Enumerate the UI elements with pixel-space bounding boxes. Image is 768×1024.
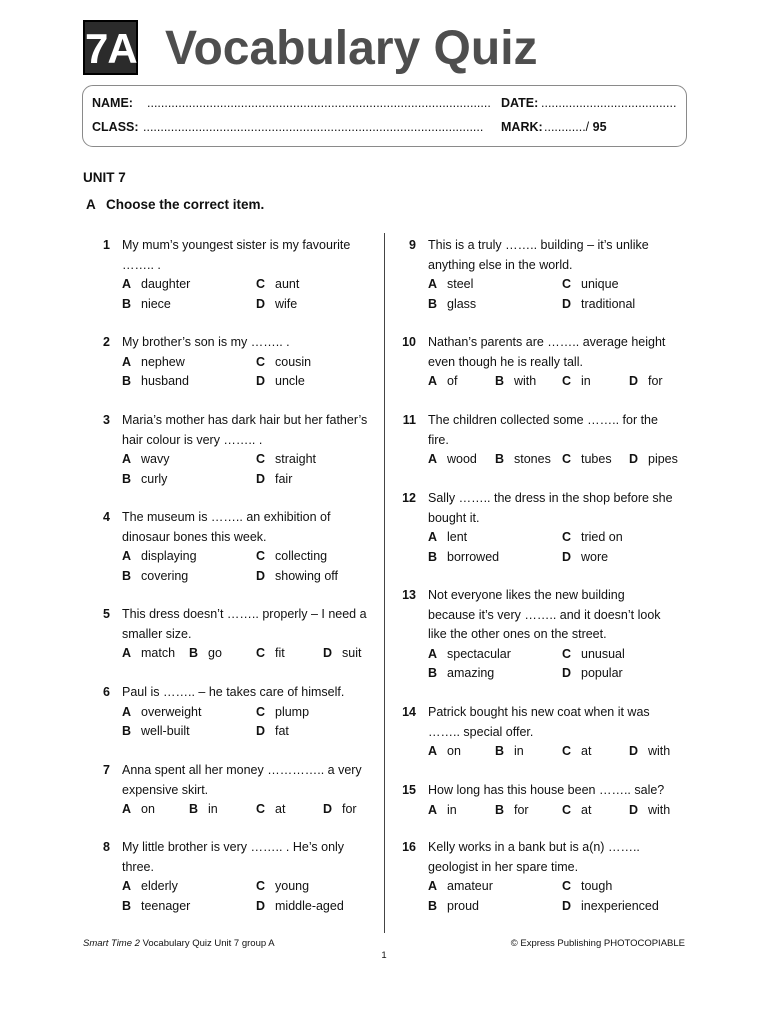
option-letter: D xyxy=(256,568,266,583)
section-letter: A xyxy=(86,197,96,212)
question-number: 12 xyxy=(402,491,416,505)
question-number: 7 xyxy=(103,763,110,777)
option-text: displaying xyxy=(141,549,197,564)
answer-option-d[interactable] xyxy=(562,295,635,315)
option-text: aunt xyxy=(275,277,300,292)
footer-copyright: © Express Publishing PHOTOCOPIABLE xyxy=(510,938,685,949)
unit-badge: 7A xyxy=(83,20,138,75)
option-letter: D xyxy=(629,744,639,759)
option-text: with xyxy=(648,802,671,817)
answer-option-b[interactable] xyxy=(122,295,171,315)
answer-option-c[interactable] xyxy=(562,742,591,762)
option-text: proud xyxy=(447,898,479,913)
question-text xyxy=(122,838,412,877)
option-letter: B xyxy=(495,744,505,759)
answer-option-b[interactable] xyxy=(122,470,167,490)
option-letter: D xyxy=(256,471,266,486)
question-text-line: fire. xyxy=(428,432,449,447)
option-text: on xyxy=(447,744,461,759)
question-text-line: bought it. xyxy=(428,510,480,525)
name-field[interactable]: ................................................................................................... xyxy=(147,96,491,110)
option-text: with xyxy=(514,374,537,389)
option-letter: D xyxy=(562,549,572,564)
answer-option-d[interactable] xyxy=(256,372,305,392)
answer-option-d[interactable] xyxy=(562,897,659,917)
answer-option-c[interactable] xyxy=(562,450,612,470)
answer-option-a[interactable] xyxy=(122,644,175,664)
option-text: daughter xyxy=(141,277,191,292)
question-text xyxy=(428,703,718,742)
question-number: 2 xyxy=(103,335,110,349)
option-letter: D xyxy=(256,898,266,913)
option-letter: A xyxy=(428,802,438,817)
answer-option-a[interactable] xyxy=(428,742,461,762)
option-text: fit xyxy=(275,646,285,661)
option-letter: A xyxy=(428,452,438,467)
question-text-line: How long has this house been …….. sale? xyxy=(428,783,665,797)
option-text: popular xyxy=(581,666,623,681)
question-text xyxy=(428,411,718,450)
answer-option-d[interactable] xyxy=(256,470,292,490)
option-letter: B xyxy=(122,471,132,486)
section-heading xyxy=(86,197,264,212)
answer-option-a[interactable] xyxy=(428,450,477,470)
answer-option-c[interactable] xyxy=(256,353,311,373)
option-letter: B xyxy=(189,802,199,817)
question-number: 8 xyxy=(103,840,110,854)
question-text xyxy=(428,781,718,801)
option-letter: C xyxy=(256,646,266,661)
option-letter: C xyxy=(562,452,572,467)
option-letter: A xyxy=(122,879,132,894)
question-number: 1 xyxy=(103,238,110,252)
option-text: with xyxy=(648,744,671,759)
option-text: teenager xyxy=(141,898,191,913)
answer-option-a[interactable] xyxy=(122,450,169,470)
question-text xyxy=(428,586,718,645)
option-text: unusual xyxy=(581,646,625,661)
answer-option-b[interactable] xyxy=(122,567,188,587)
option-text: stones xyxy=(514,452,551,467)
question-text-line: Maria’s mother has dark hair but her father’s xyxy=(122,413,368,427)
option-letter: B xyxy=(428,549,438,564)
question-text xyxy=(122,683,412,703)
option-letter: D xyxy=(323,646,333,661)
option-letter: C xyxy=(562,277,572,292)
answer-option-d[interactable] xyxy=(629,450,678,470)
option-text: at xyxy=(581,802,592,817)
answer-option-a[interactable] xyxy=(428,528,467,548)
option-text: pipes xyxy=(648,452,678,467)
question-text-line: Nathan’s parents are …….. average height xyxy=(428,335,666,349)
question-text xyxy=(122,761,412,800)
option-letter: D xyxy=(629,452,639,467)
answer-option-b[interactable] xyxy=(428,295,476,315)
option-letter: D xyxy=(323,802,333,817)
option-letter: B xyxy=(495,802,505,817)
question-text-line: Not everyone likes the new building xyxy=(428,588,625,602)
option-text: in xyxy=(581,374,591,389)
question-text-line: This dress doesn’t …….. properly – I need a xyxy=(122,607,367,621)
question-text-line: My brother’s son is my …….. . xyxy=(122,335,290,349)
option-text: wood xyxy=(447,452,477,467)
question-number: 11 xyxy=(402,413,416,427)
option-text: glass xyxy=(447,296,477,311)
option-letter: A xyxy=(428,374,438,389)
question-number: 10 xyxy=(402,335,416,349)
option-text: curly xyxy=(141,471,168,486)
question-number: 6 xyxy=(103,685,110,699)
question-text-line: The children collected some …….. for the xyxy=(428,413,658,427)
answer-option-a[interactable] xyxy=(122,800,155,820)
student-info-box xyxy=(82,85,687,147)
question-text xyxy=(428,333,718,372)
question-text-line: smaller size. xyxy=(122,626,192,641)
answer-option-d[interactable] xyxy=(323,644,361,664)
question-number: 14 xyxy=(402,705,416,719)
option-letter: B xyxy=(428,666,438,681)
date-field[interactable]: ....................................... xyxy=(541,96,677,110)
answer-option-a[interactable] xyxy=(122,877,178,897)
option-text: cousin xyxy=(275,354,312,369)
question-text-line: even though he is really tall. xyxy=(428,354,583,369)
option-text: on xyxy=(141,802,155,817)
answer-option-a[interactable] xyxy=(428,877,493,897)
answer-option-c[interactable] xyxy=(256,877,309,897)
question-text-line: …….. . xyxy=(122,257,161,272)
option-text: in xyxy=(514,744,524,759)
answer-option-c[interactable] xyxy=(256,703,309,723)
answer-option-b[interactable] xyxy=(495,450,551,470)
option-letter: C xyxy=(562,530,572,545)
question-text-line: My mum’s youngest sister is my favourite xyxy=(122,238,351,252)
option-text: elderly xyxy=(141,879,178,894)
option-text: spectacular xyxy=(447,646,511,661)
option-letter: C xyxy=(256,354,266,369)
mark-field[interactable]: ............/ 95 xyxy=(544,120,607,134)
answer-option-c[interactable] xyxy=(562,801,591,821)
answer-option-a[interactable] xyxy=(428,372,457,392)
option-letter: C xyxy=(256,452,266,467)
answer-option-b[interactable] xyxy=(495,801,529,821)
answer-option-c[interactable] xyxy=(562,877,612,897)
option-letter: D xyxy=(629,802,639,817)
option-text: fair xyxy=(275,471,293,486)
option-letter: D xyxy=(629,374,639,389)
option-text: steel xyxy=(447,277,474,292)
option-text: unique xyxy=(581,277,619,292)
question-text-line: because it’s very …….. and it doesn’t look xyxy=(428,607,661,622)
answer-option-b[interactable] xyxy=(428,897,479,917)
option-text: plump xyxy=(275,704,310,719)
answer-option-b[interactable] xyxy=(428,664,494,684)
answer-option-b[interactable] xyxy=(495,742,524,762)
answer-option-c[interactable] xyxy=(256,644,285,664)
option-text: wife xyxy=(275,296,298,311)
answer-option-d[interactable] xyxy=(256,897,344,917)
option-letter: D xyxy=(256,374,266,389)
question-number: 9 xyxy=(409,238,416,252)
option-letter: B xyxy=(122,724,132,739)
answer-option-d[interactable] xyxy=(629,372,663,392)
option-text: covering xyxy=(141,568,189,583)
option-text: amazing xyxy=(447,666,495,681)
option-text: wore xyxy=(581,549,609,564)
footer-credit: Smart Time 2 Vocabulary Quiz Unit 7 group A xyxy=(83,938,275,949)
answer-option-c[interactable] xyxy=(256,800,285,820)
answer-option-b[interactable] xyxy=(189,644,222,664)
option-text: collecting xyxy=(275,549,328,564)
option-text: of xyxy=(447,374,458,389)
answer-option-b[interactable] xyxy=(428,548,499,568)
answer-option-c[interactable] xyxy=(562,275,619,295)
question-text-line: Patrick bought his new coat when it was xyxy=(428,705,650,719)
answer-option-d[interactable] xyxy=(256,295,297,315)
question-text-line: My little brother is very …….. . He’s only xyxy=(122,840,345,854)
option-text: tubes xyxy=(581,452,612,467)
option-text: go xyxy=(208,646,222,661)
option-text: at xyxy=(275,802,286,817)
option-letter: A xyxy=(428,277,438,292)
question-text-line: Kelly works in a bank but is a(n) …….. xyxy=(428,840,640,854)
question-text-line: This is a truly …….. building – it’s unlike xyxy=(428,238,649,252)
option-text: in xyxy=(208,802,218,817)
option-letter: B xyxy=(428,898,438,913)
answer-option-d[interactable] xyxy=(256,567,338,587)
question-number: 15 xyxy=(402,783,416,797)
question-number: 13 xyxy=(402,588,416,602)
option-text: wavy xyxy=(141,452,170,467)
option-text: match xyxy=(141,646,176,661)
option-text: niece xyxy=(141,296,171,311)
answer-option-b[interactable] xyxy=(122,897,190,917)
option-text: uncle xyxy=(275,374,305,389)
answer-option-a[interactable] xyxy=(122,547,197,567)
option-letter: B xyxy=(122,296,132,311)
question-text xyxy=(122,605,412,644)
answer-option-b[interactable] xyxy=(495,372,536,392)
question-text xyxy=(122,411,412,450)
question-number: 3 xyxy=(103,413,110,427)
option-text: for xyxy=(648,374,663,389)
option-letter: C xyxy=(562,879,572,894)
answer-option-d[interactable] xyxy=(629,801,670,821)
option-text: tough xyxy=(581,879,613,894)
option-text: straight xyxy=(275,452,316,467)
question-text-line: The museum is …….. an exhibition of xyxy=(122,510,331,524)
option-text: middle-aged xyxy=(275,898,344,913)
option-text: lent xyxy=(447,530,468,545)
option-letter: B xyxy=(495,374,505,389)
page-title: Vocabulary Quiz xyxy=(165,22,538,75)
question-text-line: anything else in the world. xyxy=(428,257,573,272)
question-number: 5 xyxy=(103,607,110,621)
answer-option-d[interactable] xyxy=(323,800,357,820)
question-text-line: …….. special offer. xyxy=(428,724,534,739)
option-text: husband xyxy=(141,374,189,389)
option-text: overweight xyxy=(141,704,202,719)
option-text: amateur xyxy=(447,879,493,894)
date-label: DATE: xyxy=(501,96,539,110)
option-letter: C xyxy=(256,879,266,894)
page-number: 1 xyxy=(381,950,387,961)
option-letter: D xyxy=(562,898,572,913)
option-text: for xyxy=(514,802,529,817)
question-text-line: three. xyxy=(122,859,154,874)
answer-option-c[interactable] xyxy=(562,372,591,392)
option-letter: D xyxy=(562,296,572,311)
question-text xyxy=(428,489,718,528)
mark-label: MARK: xyxy=(501,120,543,134)
answer-option-a[interactable] xyxy=(122,275,190,295)
option-text: in xyxy=(447,802,457,817)
answer-option-a[interactable] xyxy=(122,353,185,373)
option-text: at xyxy=(581,744,592,759)
option-letter: C xyxy=(562,802,572,817)
question-text-line: dinosaur bones this week. xyxy=(122,529,267,544)
option-letter: D xyxy=(256,724,266,739)
option-letter: B xyxy=(122,374,132,389)
question-text-line: geologist in her spare time. xyxy=(428,859,579,874)
answer-option-c[interactable] xyxy=(562,528,623,548)
option-text: well-built xyxy=(141,724,190,739)
option-letter: A xyxy=(428,646,438,661)
option-letter: A xyxy=(122,646,132,661)
option-letter: B xyxy=(189,646,199,661)
answer-option-a[interactable] xyxy=(428,645,511,665)
class-field[interactable]: .................................................................................................. xyxy=(143,120,484,134)
question-number: 16 xyxy=(402,840,416,854)
option-text: suit xyxy=(342,646,362,661)
section-instruction: Choose the correct item. xyxy=(106,197,265,212)
answer-option-c[interactable] xyxy=(562,645,625,665)
answer-option-b[interactable] xyxy=(189,800,218,820)
unit-heading: UNIT 7 xyxy=(83,170,126,185)
question-text xyxy=(428,838,718,877)
option-letter: C xyxy=(256,277,266,292)
option-letter: A xyxy=(122,802,132,817)
option-text: tried on xyxy=(581,530,623,545)
option-letter: A xyxy=(122,277,132,292)
option-letter: C xyxy=(256,802,266,817)
option-letter: C xyxy=(256,704,266,719)
option-letter: C xyxy=(256,549,266,564)
answer-option-a[interactable] xyxy=(122,703,201,723)
answer-option-d[interactable] xyxy=(562,548,608,568)
option-letter: A xyxy=(122,354,132,369)
option-text: for xyxy=(342,802,357,817)
question-number: 4 xyxy=(103,510,110,524)
answer-option-a[interactable] xyxy=(428,275,473,295)
option-letter: C xyxy=(562,744,572,759)
option-letter: D xyxy=(256,296,266,311)
answer-option-d[interactable] xyxy=(629,742,670,762)
question-text-line: Sally …….. the dress in the shop before she xyxy=(428,491,673,505)
option-letter: A xyxy=(122,549,132,564)
option-letter: A xyxy=(428,530,438,545)
option-text: nephew xyxy=(141,354,185,369)
option-letter: C xyxy=(562,374,572,389)
answer-option-b[interactable] xyxy=(122,372,189,392)
option-text: young xyxy=(275,879,310,894)
option-text: fat xyxy=(275,724,289,739)
option-text: traditional xyxy=(581,296,636,311)
option-letter: B xyxy=(122,568,132,583)
answer-option-d[interactable] xyxy=(562,664,623,684)
option-text: showing off xyxy=(275,568,339,583)
option-letter: A xyxy=(428,744,438,759)
question-text-line: expensive skirt. xyxy=(122,782,209,797)
answer-option-c[interactable] xyxy=(256,275,299,295)
question-text xyxy=(122,333,412,353)
option-letter: C xyxy=(562,646,572,661)
option-letter: A xyxy=(122,452,132,467)
option-letter: B xyxy=(428,296,438,311)
answer-option-d[interactable] xyxy=(256,722,289,742)
answer-option-c[interactable] xyxy=(256,547,327,567)
question-text-line: Anna spent all her money ………….. a very xyxy=(122,763,362,777)
question-text-line: like the other ones on the street. xyxy=(428,627,607,642)
option-letter: D xyxy=(562,666,572,681)
class-label: CLASS: xyxy=(92,120,139,134)
question-text-line: Paul is …….. – he takes care of himself. xyxy=(122,685,345,699)
question-text-line: hair colour is very …….. . xyxy=(122,432,263,447)
question-text xyxy=(122,236,412,275)
option-text: inexperienced xyxy=(581,898,659,913)
question-text xyxy=(428,236,718,275)
name-label: NAME: xyxy=(92,96,133,110)
option-letter: A xyxy=(428,879,438,894)
answer-option-a[interactable] xyxy=(428,801,457,821)
question-text xyxy=(122,508,412,547)
option-letter: A xyxy=(122,704,132,719)
answer-option-b[interactable] xyxy=(122,722,190,742)
answer-option-c[interactable] xyxy=(256,450,316,470)
option-text: borrowed xyxy=(447,549,500,564)
option-letter: B xyxy=(122,898,132,913)
option-letter: B xyxy=(495,452,505,467)
